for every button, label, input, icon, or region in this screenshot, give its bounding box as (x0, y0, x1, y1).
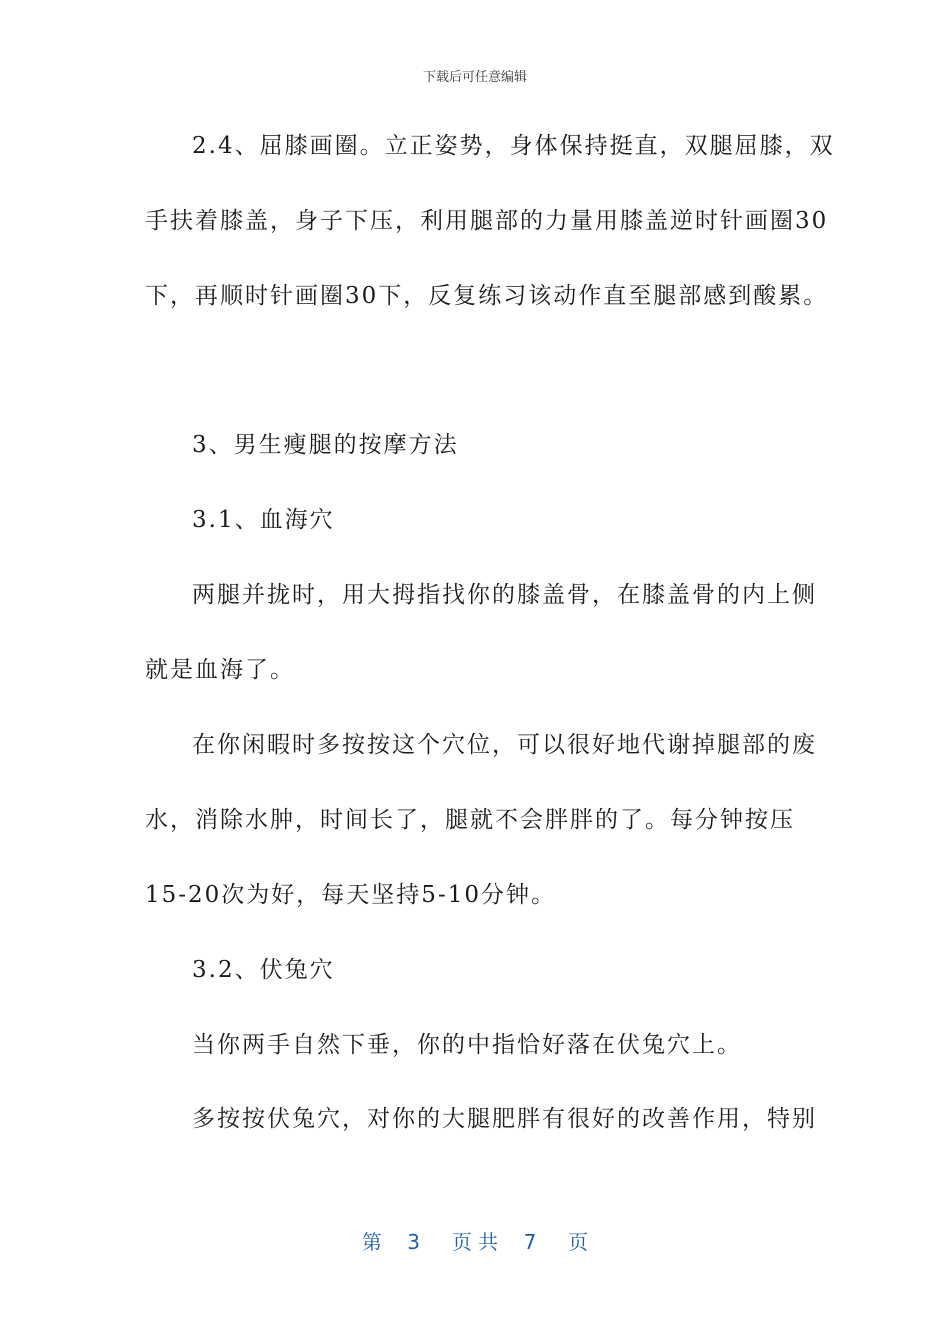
page-header: 下载后可任意编辑 (422, 70, 527, 85)
paragraph-line: 就是血海了。 (145, 657, 295, 683)
subsection-heading: 3.1、血海穴 (192, 507, 335, 533)
paragraph-line: 水，消除水肿，时间长了，腿就不会胖胖的了。每分钟按压 (145, 807, 795, 833)
footer-page-label: 第 (361, 1230, 382, 1254)
paragraph-line: 当你两手自然下垂，你的中指恰好落在伏兔穴上。 (192, 1032, 742, 1058)
section-heading: 3、男生瘦腿的按摩方法 (192, 432, 459, 458)
footer-page-sep: 页 共 (451, 1230, 499, 1254)
page-footer (0, 1226, 950, 1255)
paragraph-line: 手扶着膝盖，身子下压，利用腿部的力量用膝盖逆时针画圈30 (145, 208, 829, 234)
paragraph-line: 两腿并拢时，用大拇指找你的膝盖骨，在膝盖骨的内上侧 (192, 582, 817, 608)
paragraph-line: 在你闲暇时多按按这个穴位，可以很好地代谢掉腿部的废 (192, 732, 817, 758)
footer-total-pages: 7 (523, 1230, 537, 1254)
paragraph-line: 多按按伏兔穴，对你的大腿肥胖有很好的改善作用，特别 (192, 1106, 817, 1132)
footer-page-end: 页 (568, 1230, 589, 1254)
footer-current-page: 3 (407, 1230, 421, 1254)
paragraph-line: 2.4、屈膝画圈。立正姿势，身体保持挺直，双腿屈膝，双 (192, 133, 835, 159)
paragraph-line: 15-20次为好，每天坚持5-10分钟。 (145, 882, 556, 908)
subsection-heading: 3.2、伏兔穴 (192, 957, 335, 983)
paragraph-line: 下，再顺时针画圈30下，反复练习该动作直至腿部感到酸累。 (145, 283, 829, 309)
